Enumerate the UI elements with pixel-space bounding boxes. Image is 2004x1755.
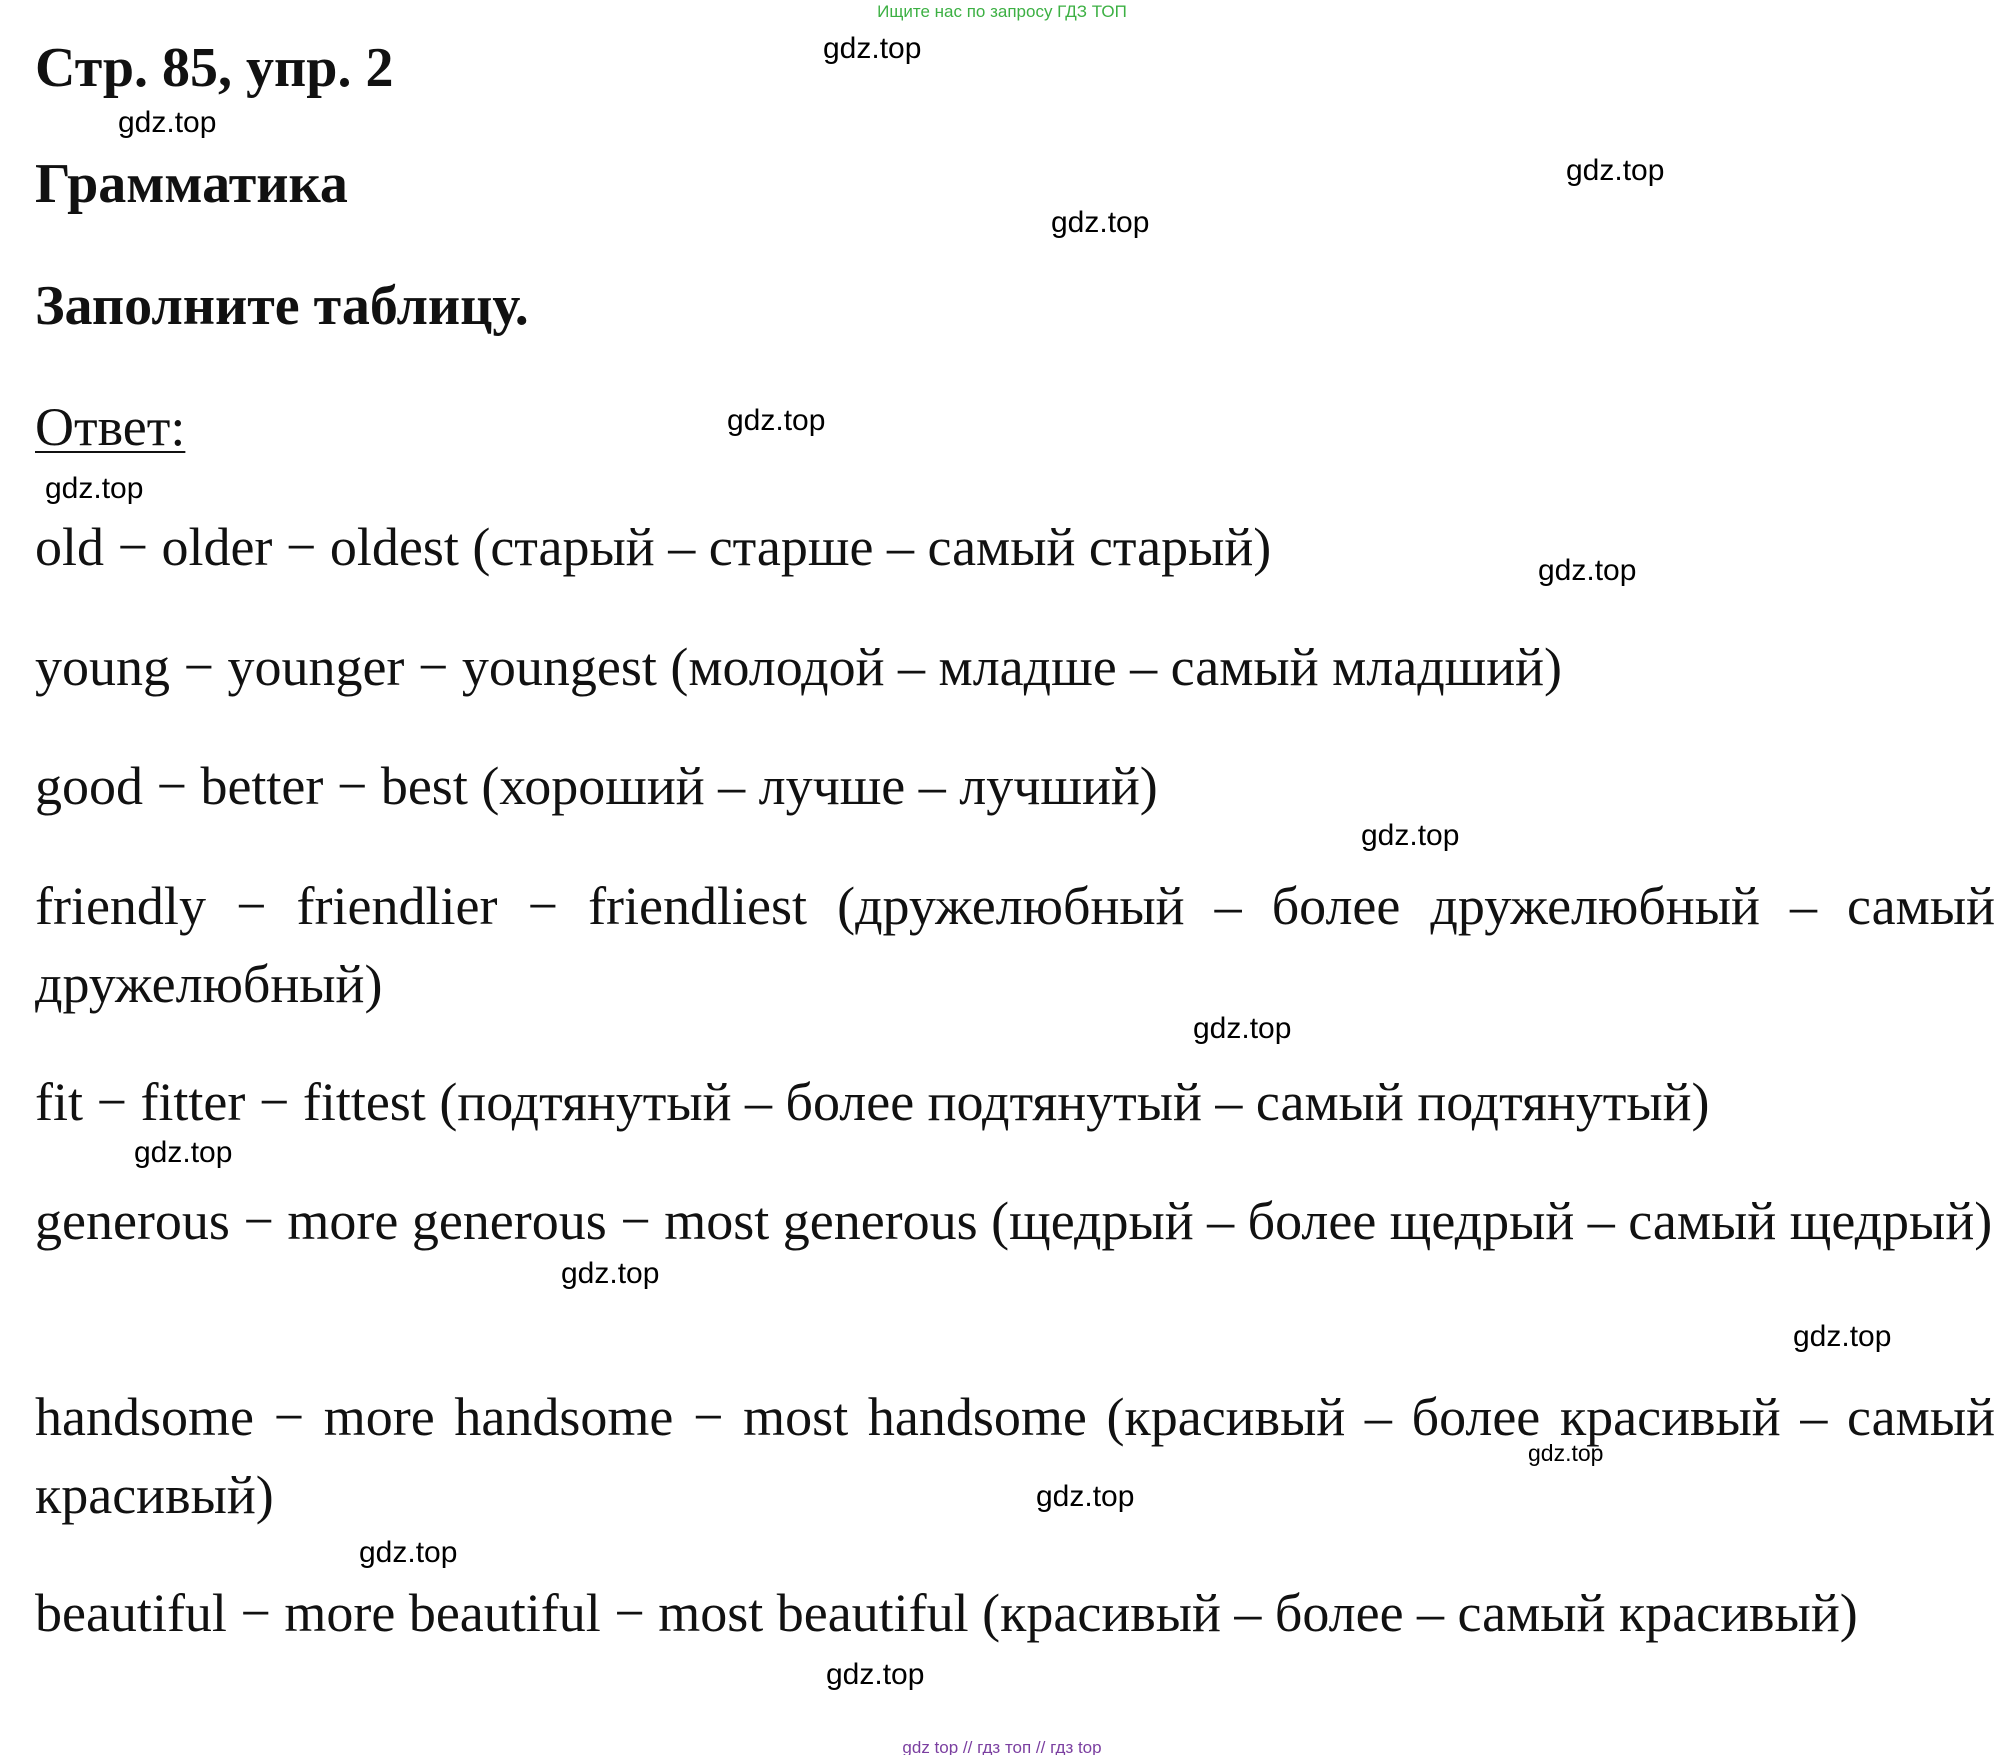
watermark: gdz.top [1051, 206, 1150, 239]
watermark: gdz.top [1538, 554, 1637, 587]
task-heading: Заполните таблицу. [35, 275, 529, 337]
watermark: gdz.top [134, 1136, 233, 1169]
watermark: gdz.top [1528, 1440, 1604, 1466]
watermark: gdz.top [1566, 154, 1665, 187]
answer-item: old − older − oldest (старый – старше – самый старый) [35, 517, 1272, 577]
answer-item: handsome − more handsome − most handsome (красивый – более красивый – самый красивый) [35, 1387, 1995, 1525]
watermark: gdz.top [823, 32, 922, 65]
answer-item: good − better − best (хороший – лучше – лучший) [35, 756, 1158, 816]
watermark: gdz.top [1361, 819, 1460, 852]
watermark: gdz.top [1036, 1480, 1135, 1513]
watermark: gdz.top [561, 1257, 660, 1290]
top-banner-link[interactable]: Ищите нас по запросу ГДЗ ТОП [877, 2, 1127, 21]
watermark: gdz.top [45, 472, 144, 505]
section-heading: Грамматика [35, 153, 348, 215]
footer-banner-link[interactable]: gdz top // гдз топ // гдз top [902, 1738, 1102, 1755]
watermark: gdz.top [1793, 1320, 1892, 1353]
answer-item: young − younger − youngest (молодой – младше – самый младший) [35, 637, 1563, 697]
answer-item: friendly − friendlier − friendliest (дружелюбный – более дружелюбный – самый дружелюбный) [35, 876, 1995, 1014]
watermark: gdz.top [359, 1536, 458, 1569]
answer-item: beautiful − more beautiful − most beautiful (красивый – более – самый красивый) [35, 1583, 1858, 1643]
page-reference-heading: Стр. 85, упр. 2 [35, 37, 394, 99]
answer-item: fit − fitter − fittest (подтянутый – более подтянутый – самый подтянутый) [35, 1072, 1710, 1132]
watermark: gdz.top [727, 404, 826, 437]
answer-item: generous − more generous − most generous (щедрый – более щедрый – самый щедрый) [35, 1191, 1993, 1251]
watermark: gdz.top [826, 1658, 925, 1691]
watermark: gdz.top [118, 106, 217, 139]
watermark: gdz.top [1193, 1012, 1292, 1045]
answer-label: Ответ: [35, 397, 186, 457]
